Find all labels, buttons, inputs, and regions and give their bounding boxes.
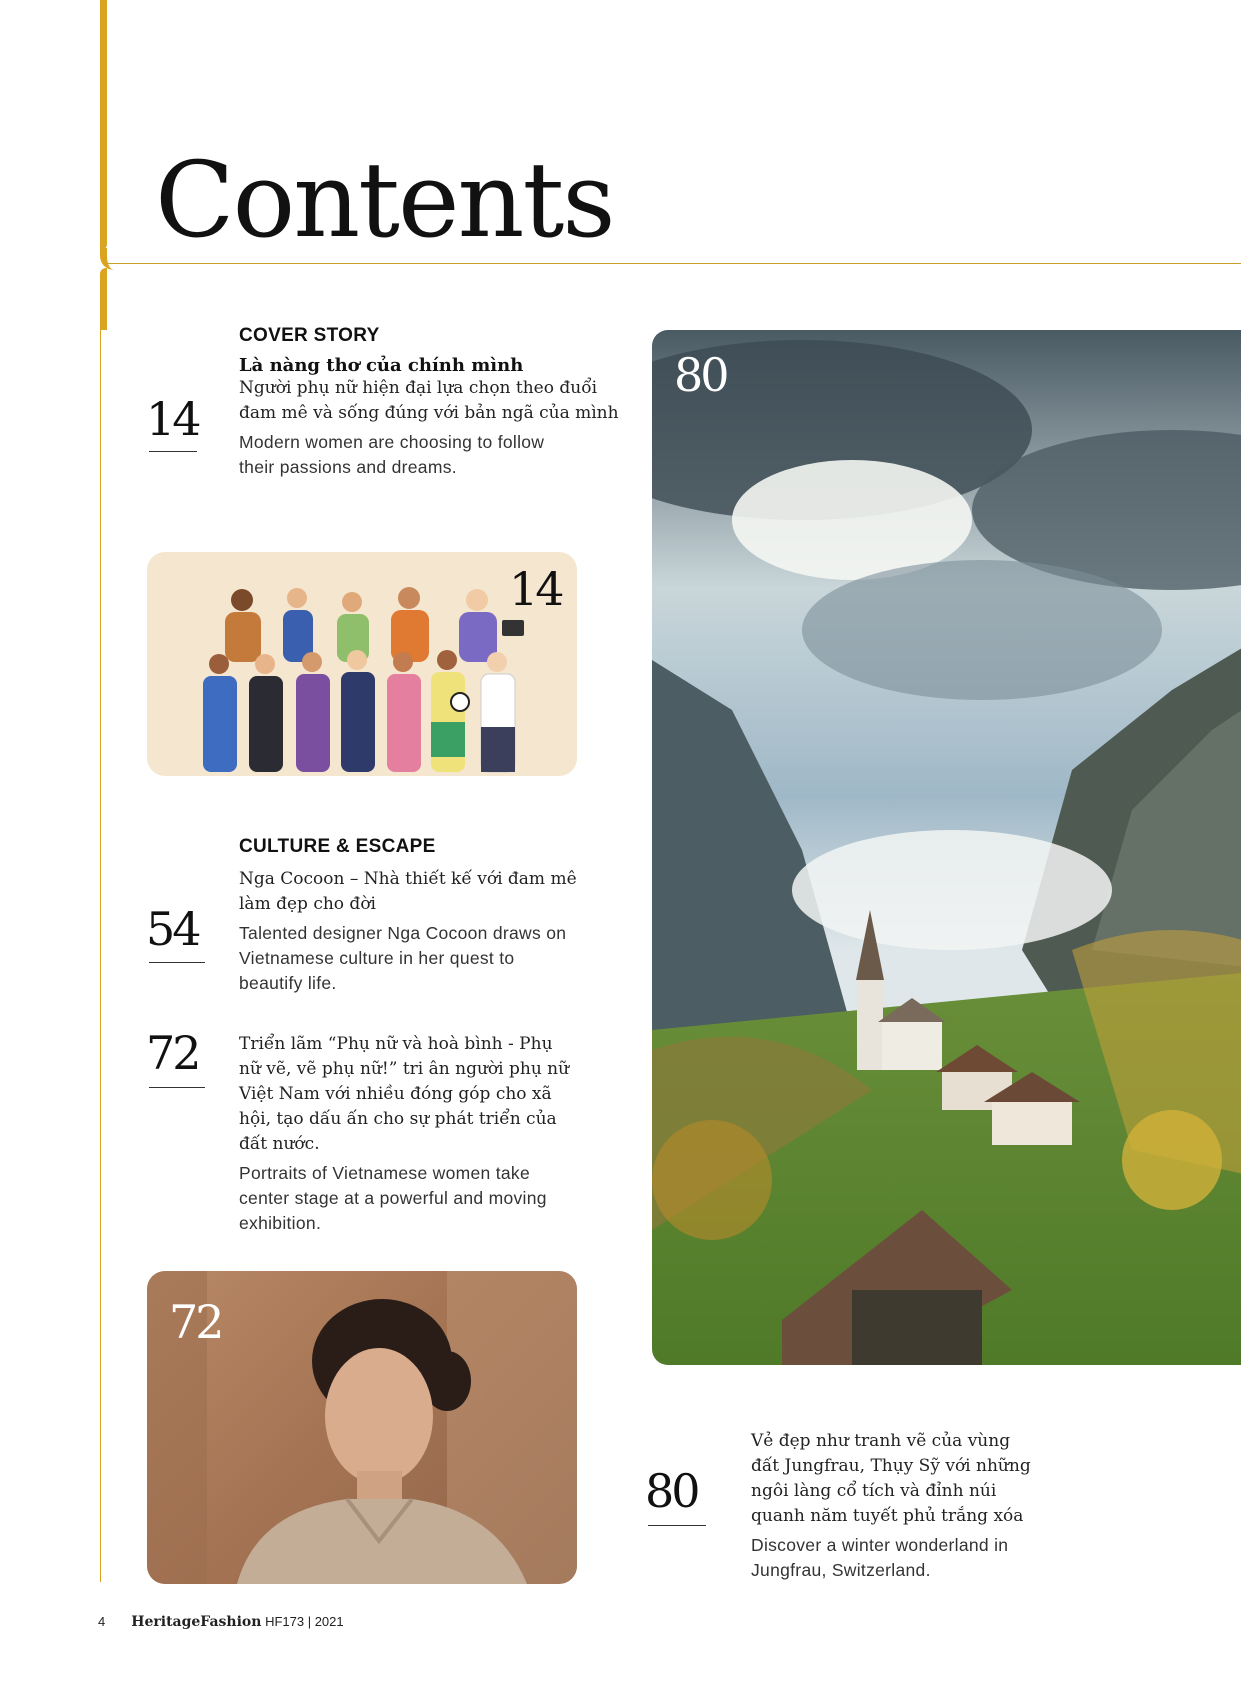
image-page-number: 14 xyxy=(509,562,562,616)
page-number-80[interactable]: 80 xyxy=(645,1464,698,1518)
gold-horizontal-rule xyxy=(107,263,1241,264)
cover-story-entry[interactable] xyxy=(239,325,619,480)
page-number-72[interactable]: 72 xyxy=(146,1026,199,1080)
page-number-14[interactable]: 14 xyxy=(146,392,199,446)
culture-section-label xyxy=(239,836,599,866)
page-number-underline xyxy=(648,1525,706,1526)
image-page-number: 80 xyxy=(674,348,727,402)
figures xyxy=(203,587,524,772)
gold-accent-bar xyxy=(100,0,107,250)
page-title: Contents xyxy=(155,139,614,261)
gold-accent-curve xyxy=(100,248,114,270)
page-number-underline xyxy=(149,451,197,452)
nga-cocoon-entry[interactable] xyxy=(239,867,579,996)
footer-page-number: 4 xyxy=(98,1614,106,1629)
section-label: COVER STORY xyxy=(239,325,380,346)
gold-vertical-rule xyxy=(100,330,101,1582)
page-number-54[interactable]: 54 xyxy=(146,902,199,956)
page-footer xyxy=(98,1614,344,1630)
section-label: CULTURE & ESCAPE xyxy=(239,836,436,857)
page-number-underline xyxy=(149,1087,205,1088)
exhibition-entry[interactable] xyxy=(239,1032,579,1236)
article-desc-en: Discover a winter wonderland in Jungfrau, Switzerland. xyxy=(751,1535,1009,1580)
portrait-painting[interactable] xyxy=(147,1271,577,1584)
page-number-underline xyxy=(149,962,205,963)
illustration-women-professions[interactable] xyxy=(147,552,577,776)
jungfrau-landscape-photo[interactable] xyxy=(652,330,1241,1365)
article-desc-vi: Người phụ nữ hiện đại lựa chọn theo đuổi đam mê và sống đúng với bản ngã của mình xyxy=(239,378,619,423)
article-desc-en: Modern women are choosing to follow their passions and dreams. xyxy=(239,432,545,477)
footer-brand: HeritageFashion xyxy=(131,1614,262,1630)
article-desc-vi: Nga Cocoon – Nhà thiết kế với đam mê làm đẹp cho đời xyxy=(239,869,577,914)
article-desc-en: Talented designer Nga Cocoon draws on Vietnamese culture in her quest to beautify life. xyxy=(239,923,567,993)
jungfrau-entry[interactable] xyxy=(751,1429,1036,1583)
footer-issue: HF173 | 2021 xyxy=(265,1614,344,1629)
gold-accent-bar-lower xyxy=(100,268,107,330)
article-desc-vi: Triển lãm “Phụ nữ và hoà bình - Phụ nữ vẽ, vẽ phụ nữ!” tri ân người phụ nữ Việt Nam với nhiều đóng góp cho xã hội, tạo dấu ấn cho sự phát triển của đất nước. xyxy=(239,1034,570,1154)
article-title: Là nàng thơ của chính mình xyxy=(239,355,524,376)
landscape-illustration xyxy=(652,330,1241,1365)
article-desc-vi: Vẻ đẹp như tranh vẽ của vùng đất Jungfrau, Thụy Sỹ với những ngôi làng cổ tích và đỉnh núi quanh năm tuyết phủ trắng xóa xyxy=(751,1431,1031,1526)
image-page-number: 72 xyxy=(169,1295,222,1349)
article-desc-en: Portraits of Vietnamese women take center stage at a powerful and moving exhibition. xyxy=(239,1163,547,1233)
